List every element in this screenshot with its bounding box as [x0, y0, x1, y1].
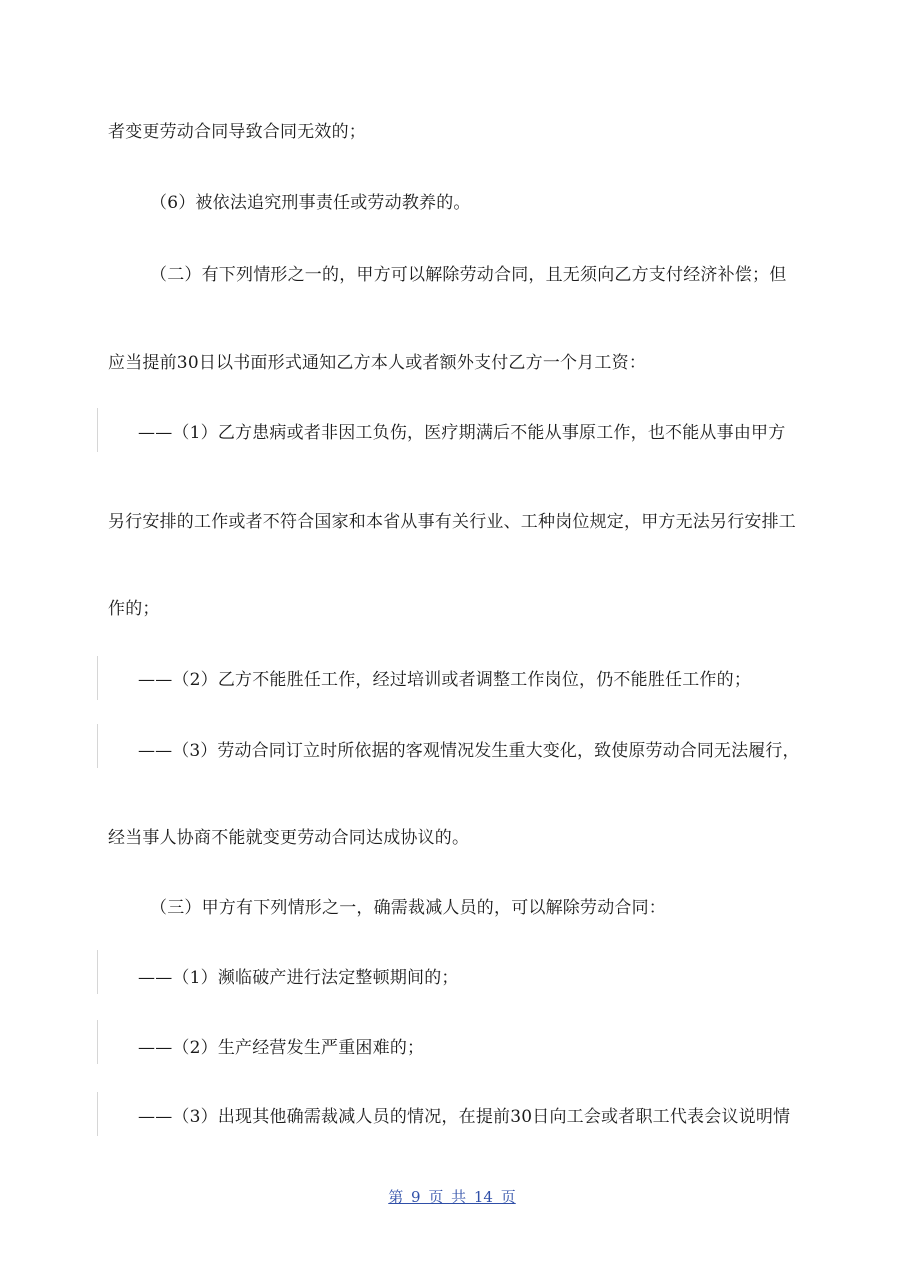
margin-marker [97, 724, 98, 768]
paragraph-line: ——（1）乙方患病或者非因工负伤，医疗期满后不能从事原工作，也不能从事由甲方 [138, 423, 786, 443]
margin-marker [97, 656, 98, 700]
margin-marker [97, 1020, 98, 1064]
paragraph-line: （二）有下列情形之一的，甲方可以解除劳动合同，且无须向乙方支付经济补偿；但 [150, 265, 787, 285]
paragraph-line: （6）被依法追究刑事责任或劳动教养的。 [150, 193, 471, 213]
paragraph-line: ——（3）出现其他确需裁减人员的情况，在提前30日向工会或者职工代表会议说明情 [138, 1107, 791, 1127]
margin-marker [97, 950, 98, 994]
paragraph-line: 另行安排的工作或者不符合国家和本省从事有关行业、工种岗位规定，甲方无法另行安排工 [108, 512, 796, 532]
margin-marker [97, 1092, 98, 1136]
paragraph-line: ——（2）生产经营发生严重困难的； [138, 1038, 425, 1058]
paragraph-line: ——（1）濒临破产进行法定整顿期间的； [138, 968, 459, 988]
page-footer [0, 1186, 904, 1208]
paragraph-line: 经当事人协商不能就变更劳动合同达成协议的。 [108, 828, 470, 848]
page-number-link[interactable]: 第 9 页 共 14 页 [388, 1188, 516, 1206]
margin-marker [97, 408, 98, 452]
paragraph-line: 者变更劳动合同导致合同无效的； [108, 122, 366, 142]
paragraph-line: 应当提前30日以书面形式通知乙方本人或者额外支付乙方一个月工资： [108, 353, 647, 373]
paragraph-line: 作的； [108, 599, 160, 619]
paragraph-line: （三）甲方有下列情形之一，确需裁减人员的，可以解除劳动合同： [150, 898, 666, 918]
paragraph-line: ——（2）乙方不能胜任工作，经过培训或者调整工作岗位，仍不能胜任工作的； [138, 670, 752, 690]
paragraph-line: ——（3）劳动合同订立时所依据的客观情况发生重大变化，致使原劳动合同无法履行， [138, 741, 800, 761]
